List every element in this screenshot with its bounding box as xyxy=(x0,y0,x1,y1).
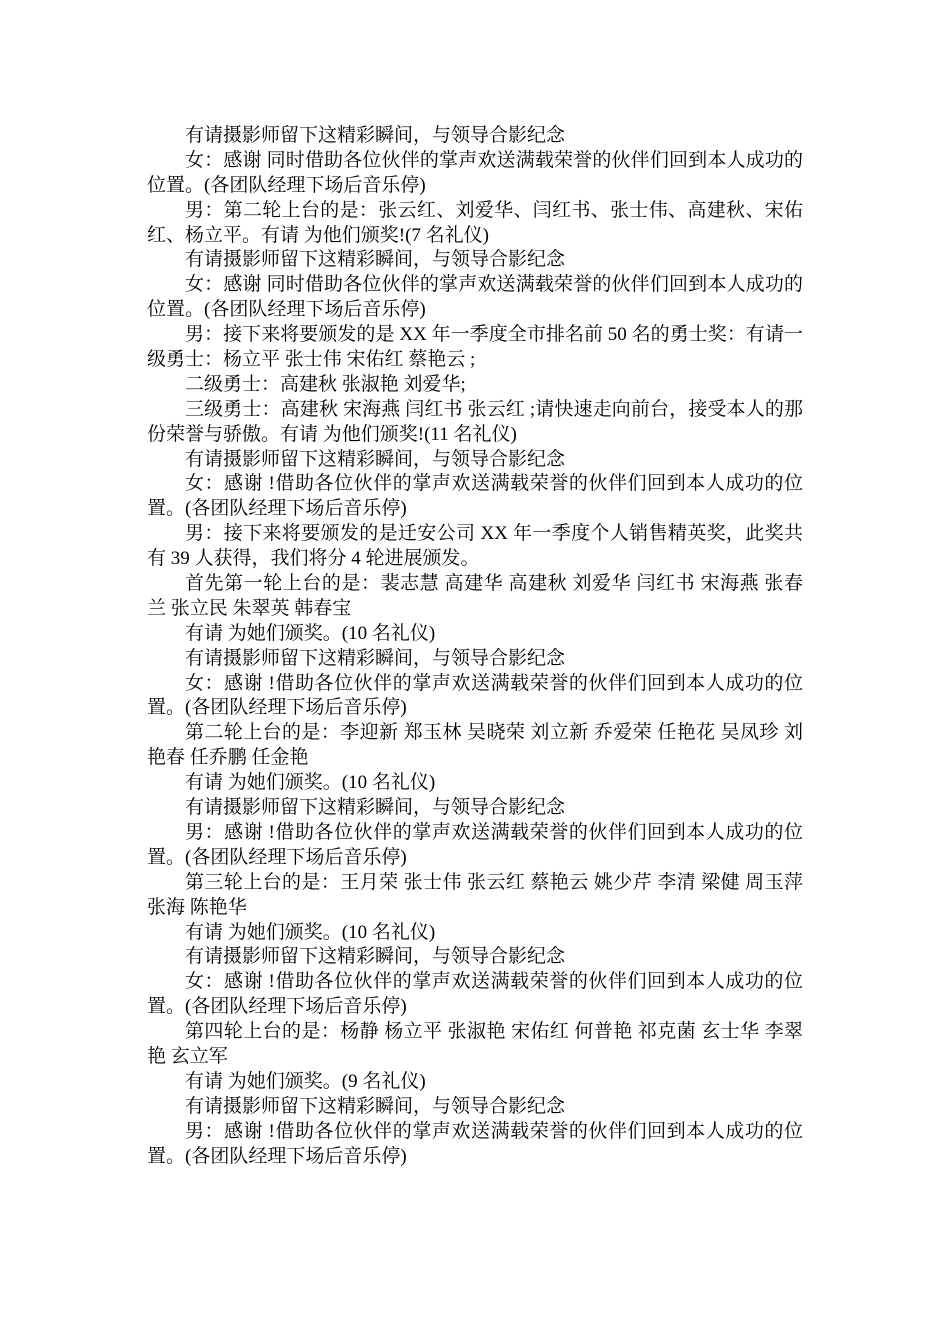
text-line: 有请 为她们颁奖。(10 名礼仪) xyxy=(185,772,436,794)
text-line: 红、杨立平。有请 为他们颁奖!(7 名礼仪) xyxy=(147,224,489,246)
text-line: 艳 玄立军 xyxy=(147,1045,228,1067)
text-line: 首先第一轮上台的是：裴志慧 高建华 高建秋 刘爱华 闫红书 宋海燕 张春 xyxy=(185,573,803,595)
text-line: 艳春 任乔鹏 任金艳 xyxy=(147,747,309,769)
paragraph xyxy=(147,672,803,722)
paragraph xyxy=(147,647,803,672)
paragraph xyxy=(147,398,803,448)
paragraph xyxy=(147,448,803,473)
text-line: 有 39 人获得，我们将分 4 轮进展颁发。 xyxy=(147,548,480,570)
paragraph xyxy=(147,248,803,273)
paragraph xyxy=(147,522,803,572)
text-line: 份荣誉与骄傲。有请 为他们颁奖!(11 名礼仪) xyxy=(147,423,517,445)
paragraph xyxy=(147,124,803,149)
text-line: 有请摄影师留下这精彩瞬间，与领导合影纪念 xyxy=(185,647,566,669)
text-line: 置。(各团队经理下场后音乐停) xyxy=(147,996,407,1018)
text-line: 男：感谢 !借助各位伙伴的掌声欢送满载荣誉的伙伴们回到本人成功的位 xyxy=(185,821,803,843)
paragraph xyxy=(147,273,803,323)
paragraph xyxy=(147,921,803,946)
text-line: 第二轮上台的是：李迎新 郑玉林 吴晓荣 刘立新 乔爱荣 任艳花 吴凤珍 刘 xyxy=(185,722,803,744)
paragraph xyxy=(147,871,803,921)
paragraph xyxy=(147,1070,803,1095)
text-line: 张海 陈艳华 xyxy=(147,896,247,918)
text-line: 兰 张立民 朱翠英 韩春宝 xyxy=(147,597,352,619)
paragraph xyxy=(147,970,803,1020)
text-line: 女：感谢 !借助各位伙伴的掌声欢送满载荣誉的伙伴们回到本人成功的位 xyxy=(185,672,803,694)
text-line: 置。(各团队经理下场后音乐停) xyxy=(147,498,407,520)
text-line: 有请摄影师留下这精彩瞬间，与领导合影纪念 xyxy=(185,1095,566,1117)
paragraph xyxy=(147,721,803,771)
text-line: 男：接下来将要颁发的是 XX 年一季度全市排名前 50 名的勇士奖：有请一 xyxy=(185,324,803,346)
text-line: 有请摄影师留下这精彩瞬间，与领导合影纪念 xyxy=(185,125,566,146)
paragraph xyxy=(147,199,803,249)
text-line: 置。(各团队经理下场后音乐停) xyxy=(147,846,407,868)
text-line: 有请摄影师留下这精彩瞬间，与领导合影纪念 xyxy=(185,797,566,819)
text-line: 有请 为她们颁奖。(10 名礼仪) xyxy=(185,622,436,644)
paragraph xyxy=(147,149,803,199)
document-body xyxy=(147,124,803,1169)
text-line: 第三轮上台的是：王月荣 张士伟 张云红 蔡艳云 姚少芹 李清 梁健 周玉萍 xyxy=(185,871,803,893)
text-line: 级勇士：杨立平 张士伟 宋佑红 蔡艳云 ; xyxy=(147,349,476,371)
text-line: 第四轮上台的是：杨静 杨立平 张淑艳 宋佑红 何普艳 祁克菌 玄士华 李翠 xyxy=(185,1021,803,1043)
paragraph xyxy=(147,771,803,796)
paragraph xyxy=(147,945,803,970)
paragraph xyxy=(147,1095,803,1120)
text-line: 二级勇士：高建秋 张淑艳 刘爱华; xyxy=(185,373,466,395)
text-line: 有请摄影师留下这精彩瞬间，与领导合影纪念 xyxy=(185,946,566,968)
text-line: 有请 为她们颁奖。(10 名礼仪) xyxy=(185,921,436,943)
text-line: 位置。(各团队经理下场后音乐停) xyxy=(147,174,426,196)
text-line: 女：感谢 !借助各位伙伴的掌声欢送满载荣誉的伙伴们回到本人成功的位 xyxy=(185,971,803,993)
text-line: 置。(各团队经理下场后音乐停) xyxy=(147,1145,407,1167)
text-line: 三级勇士：高建秋 宋海燕 闫红书 张云红 ;请快速走向前台，接受本人的那 xyxy=(185,398,803,420)
paragraph xyxy=(147,821,803,871)
text-line: 位置。(各团队经理下场后音乐停) xyxy=(147,299,426,321)
paragraph xyxy=(147,472,803,522)
text-line: 女：感谢 !借助各位伙伴的掌声欢送满载荣誉的伙伴们回到本人成功的位 xyxy=(185,473,803,495)
text-line: 女：感谢 同时借助各位伙伴的掌声欢送满载荣誉的伙伴们回到本人成功的 xyxy=(185,274,803,296)
paragraph xyxy=(147,373,803,398)
text-line: 男：第二轮上台的是：张云红、刘爱华、闫红书、张士伟、高建秋、宋佑 xyxy=(185,199,803,221)
paragraph xyxy=(147,1020,803,1070)
paragraph xyxy=(147,796,803,821)
text-line: 男：感谢 !借助各位伙伴的掌声欢送满载荣誉的伙伴们回到本人成功的位 xyxy=(185,1120,803,1142)
text-line: 有请 为她们颁奖。(9 名礼仪) xyxy=(185,1070,426,1092)
text-line: 有请摄影师留下这精彩瞬间，与领导合影纪念 xyxy=(185,249,566,271)
paragraph xyxy=(147,572,803,622)
text-line: 男：接下来将要颁发的是迁安公司 XX 年一季度个人销售精英奖，此奖共 xyxy=(185,523,803,545)
text-line: 置。(各团队经理下场后音乐停) xyxy=(147,697,407,719)
paragraph xyxy=(147,622,803,647)
text-line: 有请摄影师留下这精彩瞬间，与领导合影纪念 xyxy=(185,448,566,470)
paragraph xyxy=(147,1120,803,1170)
paragraph xyxy=(147,323,803,373)
text-line: 女：感谢 同时借助各位伙伴的掌声欢送满载荣誉的伙伴们回到本人成功的 xyxy=(185,149,803,171)
